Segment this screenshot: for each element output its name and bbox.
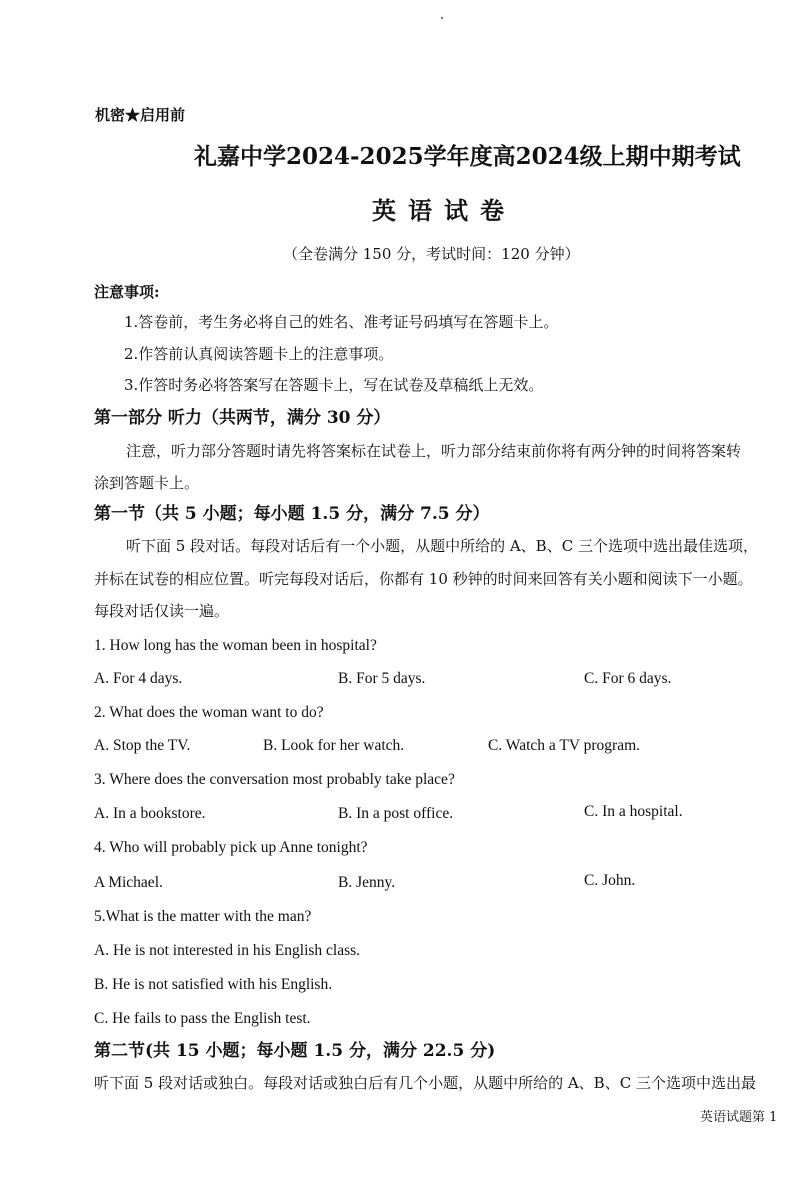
q5-option-b: B. He is not satisfied with his English. (94, 976, 333, 993)
notes-heading: 注意事项: (94, 283, 160, 301)
section2-heading: 第二节(共 15 小题；每小题 1.5 分，满分 22.5 分) (94, 1041, 496, 1061)
exam-info: （全卷满分 150 分，考试时间：120 分钟） (283, 245, 580, 263)
question-3: 3. Where does the conversation most probably take place? (94, 771, 455, 788)
part1-note-line1: 注意，听力部分答题时请先将答案标在试卷上，听力部分结束前你将有两分钟的时间将答案转 (126, 442, 742, 460)
question-4: 4. Who will probably pick up Anne tonight? (94, 839, 368, 856)
section1-instr-line1: 听下面 5 段对话。每段对话后有一个小题，从题中所给的 A、B、C 三个选项中选出最佳选项， (126, 537, 758, 555)
q2-option-b: B. Look for her watch. (263, 737, 405, 754)
subject-title: 英语试卷 (372, 196, 516, 225)
scan-speck (441, 17, 443, 19)
section1-instr-line3: 每段对话仅读一遍。 (94, 602, 230, 620)
question-2: 2. What does the woman want to do? (94, 704, 324, 721)
part1-heading: 第一部分 听力（共两节，满分 30 分） (94, 408, 391, 428)
note-item-1: 1.答卷前，考生务必将自己的姓名、准考证号码填写在答题卡上。 (124, 313, 559, 331)
q2-option-c: C. Watch a TV program. (488, 737, 641, 754)
section1-instr-line2: 并标在试卷的相应位置。听完每段对话后，你都有 10 秒钟的时间来回答有关小题和阅读下一小题。 (94, 570, 753, 588)
q3-option-c: C. In a hospital. (584, 803, 683, 820)
q1-option-c: C. For 6 days. (584, 670, 672, 687)
question-1: 1. How long has the woman been in hospital? (94, 637, 377, 654)
confidential-label: 机密★启用前 (95, 106, 186, 124)
q3-option-b: B. In a post office. (338, 805, 454, 822)
q4-option-b: B. Jenny. (338, 874, 396, 891)
exam-title: 礼嘉中学2024-2025学年度高2024级上期中期考试 (194, 143, 741, 170)
q1-option-a: A. For 4 days. (94, 670, 183, 687)
note-item-2: 2.作答前认真阅读答题卡上的注意事项。 (124, 345, 394, 363)
section2-instr-line1: 听下面 5 段对话或独白。每段对话或独白后有几个小题，从题中所给的 A、B、C 三个选项中选出最 (94, 1074, 756, 1092)
q2-option-a: A. Stop the TV. (94, 737, 191, 754)
q4-option-c: C. John. (584, 872, 636, 889)
part1-note-line2: 涂到答题卡上。 (94, 474, 200, 492)
question-5: 5.What is the matter with the man? (94, 908, 312, 925)
q1-option-b: B. For 5 days. (338, 670, 426, 687)
q5-option-c: C. He fails to pass the English test. (94, 1010, 311, 1027)
note-item-3: 3.作答时务必将答案写在答题卡上，写在试卷及草稿纸上无效。 (124, 376, 544, 394)
q4-option-a: A Michael. (94, 874, 163, 891)
page-footer: 英语试题第 1 (700, 1110, 778, 1125)
q5-option-a: A. He is not interested in his English class. (94, 942, 361, 959)
section1-heading: 第一节（共 5 小题；每小题 1.5 分，满分 7.5 分） (94, 504, 490, 524)
q3-option-a: A. In a bookstore. (94, 805, 206, 822)
